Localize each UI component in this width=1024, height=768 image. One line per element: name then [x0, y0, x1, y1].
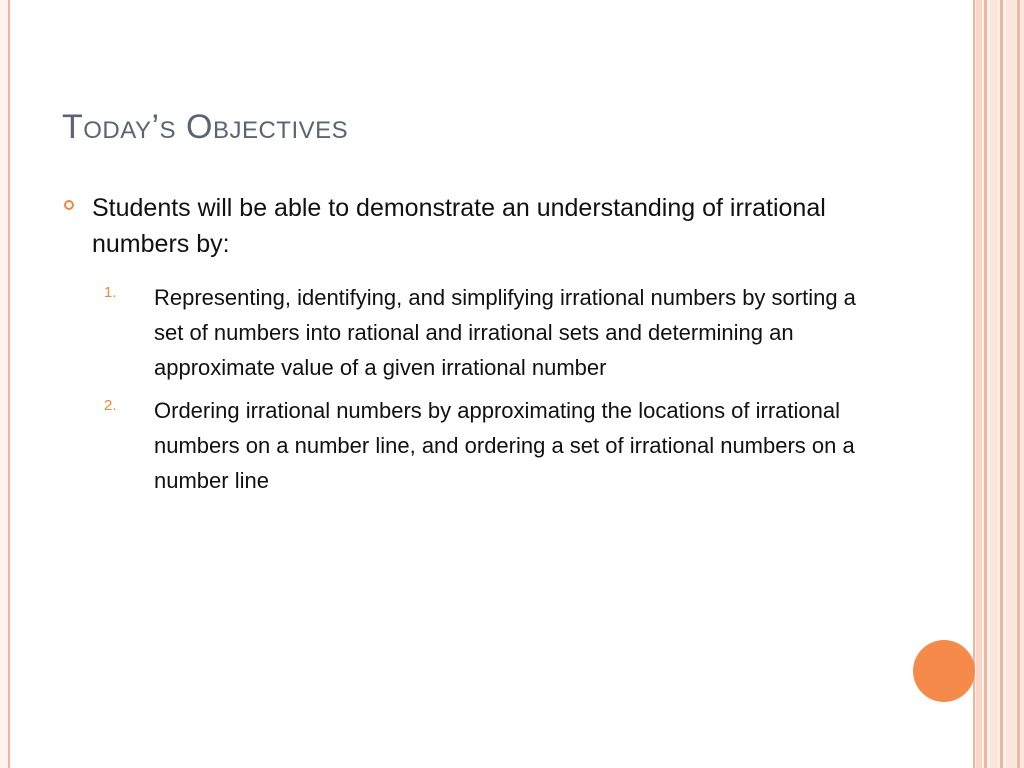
main-bullet [62, 190, 862, 262]
decorative-circle [913, 640, 975, 702]
decorative-stripe [990, 0, 998, 768]
slide-title: Today’s Objectives [62, 108, 349, 146]
bullet-text: Students will be able to demonstrate an understanding of irrational numbers by: [92, 194, 826, 258]
decorative-stripe [1006, 0, 1016, 768]
list-item [104, 393, 884, 498]
list-item [104, 280, 884, 385]
numbered-list [104, 280, 884, 506]
list-item-text: Representing, identifying, and simplifying irrational numbers by sorting a set of numbers into rational and irrational sets and determining an approximate value of a given irrational number [154, 285, 856, 380]
decorative-stripe [1017, 0, 1020, 768]
decorative-stripe [976, 0, 982, 768]
list-item-text: Ordering irrational numbers by approximating the locations of irrational numbers on a number line, and ordering a set of irrational numbers on a number line [154, 398, 855, 493]
decorative-stripe [1000, 0, 1003, 768]
decorative-stripe [984, 0, 987, 768]
bullet-circle-icon [64, 200, 74, 210]
list-item-number: 1. [104, 284, 117, 301]
list-item-number: 2. [104, 397, 117, 414]
